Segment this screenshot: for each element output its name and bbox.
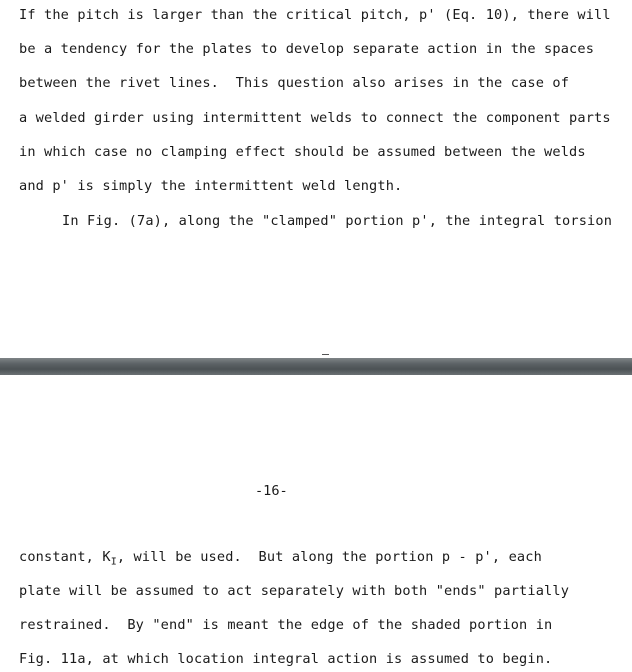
subscript: I bbox=[110, 556, 117, 568]
text-line: Fig. 11a, at which location integral action is assumed to begin. bbox=[19, 651, 553, 667]
page-number: -16- bbox=[255, 483, 288, 499]
text-line: In Fig. (7a), along the "clamped" portion p', the integral torsion bbox=[62, 213, 613, 229]
text-line: in which case no clamping effect should be assumed between the welds bbox=[19, 144, 586, 160]
text-fragment: , will be used. But along the portion p - p', each bbox=[116, 549, 542, 565]
text-line: restrained. By "end" is meant the edge of the shaded portion in bbox=[19, 617, 553, 633]
text-line: If the pitch is larger than the critical pitch, p' (Eq. 10), there will bbox=[19, 7, 611, 23]
text-line bbox=[19, 548, 542, 572]
text-line: plate will be assumed to act separately with both "ends" partially bbox=[19, 583, 570, 599]
text-line: be a tendency for the plates to develop separate action in the spaces bbox=[19, 41, 595, 57]
text-line: between the rivet lines. This question also arises in the case of bbox=[19, 75, 570, 91]
page-separator bbox=[0, 358, 632, 375]
text-fragment: constant, K bbox=[19, 549, 111, 565]
text-line: and p' is simply the intermittent weld length. bbox=[19, 178, 403, 194]
text-line: a welded girder using intermittent welds to connect the component parts bbox=[19, 110, 611, 126]
page-break-mark bbox=[322, 354, 329, 355]
